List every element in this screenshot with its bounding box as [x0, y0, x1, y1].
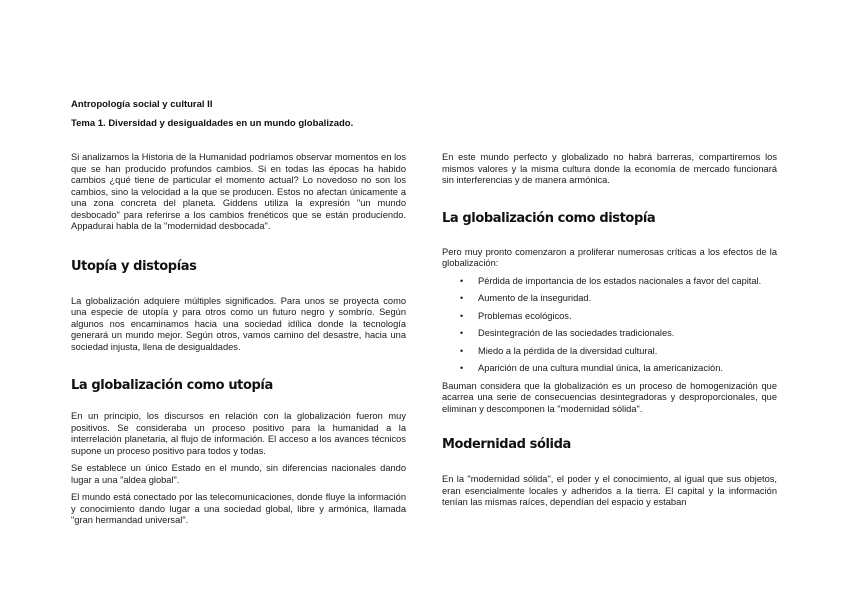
right-column [442, 152, 777, 509]
list-item: • Desintegración de las sociedades tradicionales. [442, 328, 777, 340]
heading-globalizacion-distopia: La globalización como distopía [442, 210, 656, 226]
paragraph-utopia-3: El mundo está conectado por las telecomunicaciones, donde fluye la información y conocimiento dando lugar a una sociedad global, libre y armónica, llamada "gran hermandad universal". [71, 492, 406, 525]
paragraph-utopia-1: En un principio, los discursos en relación con la globalización fueron muy positivos. Se consideraba un proceso positivo para la humanidad a la interrelación planetaria, al flujo de información. El acceso a los avances técnicos supone un proceso positivo para todos y todas. [71, 411, 406, 456]
document-header [71, 99, 411, 130]
topic-title: Tema 1. Diversidad y desigualdades en un mundo globalizado. [71, 118, 354, 129]
course-title: Antropología social y cultural II [71, 99, 213, 110]
heading-globalizacion-utopia: La globalización como utopía [71, 378, 273, 393]
paragraph-bauman: Bauman considera que la globalización es un proceso de homogenización que acarrea una serie de consecuencias desintegradoras y desproporcionales, que eliminan y descomponen la "modernidad sólida". [442, 380, 777, 414]
intro-paragraph: Si analizamos la Historia de la Humanidad podríamos observar momentos en los que se han producido profundos cambios. Si en todas las épocas ha habido cambios ¿qué tiene de particular el momento actual? Lo novedoso no son los cambios, sino la velocidad a la que se producen. Estos no afectan únicamente a una zona concreta del planeta. Giddens utiliza la expresión "un mundo desbocado" para referirse a los cambios frenéticos que se están produciendo. Appadurai habla de la "modernidad desbocada". [71, 152, 406, 231]
paragraph-distopia: Pero muy pronto comenzaron a proliferar numerosas críticas a los efectos de la globalización: [442, 246, 777, 268]
list-item: • Pérdida de importancia de los estados nacionales a favor del capital. [442, 276, 777, 288]
paragraph-utopia-2: Se establece un único Estado en el mundo, sin diferencias nacionales dando lugar a una "aldea global". [71, 463, 406, 485]
paragraph-mundo-perfecto: En este mundo perfecto y globalizado no habrá barreras, compartiremos los mismos valores y la misma cultura donde la economía de mercado funcionará sin interferencias y de manera armónica. [442, 152, 777, 185]
heading-utopia-distopias: Utopía y distopías [71, 258, 197, 274]
list-item: • Aparición de una cultura mundial única, la americanización. [442, 363, 777, 375]
list-item: • Aumento de la inseguridad. [442, 293, 777, 305]
list-item: • Miedo a la pérdida de la diversidad cultural. [442, 346, 777, 358]
left-column [71, 152, 406, 527]
criticisms-list [442, 276, 777, 375]
heading-modernidad-solida: Modernidad sólida [442, 437, 571, 452]
list-item: • Problemas ecológicos. [442, 311, 777, 323]
paragraph-utopia-distopias: La globalización adquiere múltiples significados. Para unos se proyecta como una especie de utopía y para otros como un futuro negro y sombrío. Según algunos nos encaminamos hacia una sociedad idílica donde la tecnología generará un mundo mejor. Según otros, vamos camino del desastre, hacia una sociedad injusta, llena de desigualdades. [71, 295, 406, 352]
paragraph-modernidad-solida: En la "modernidad sólida", el poder y el conocimiento, al igual que sus objetos, eran esencialmente locales y adheridos a la tierra. El capital y la información tenían las mismas raíces, dependían del espacio y estaban [442, 474, 777, 507]
